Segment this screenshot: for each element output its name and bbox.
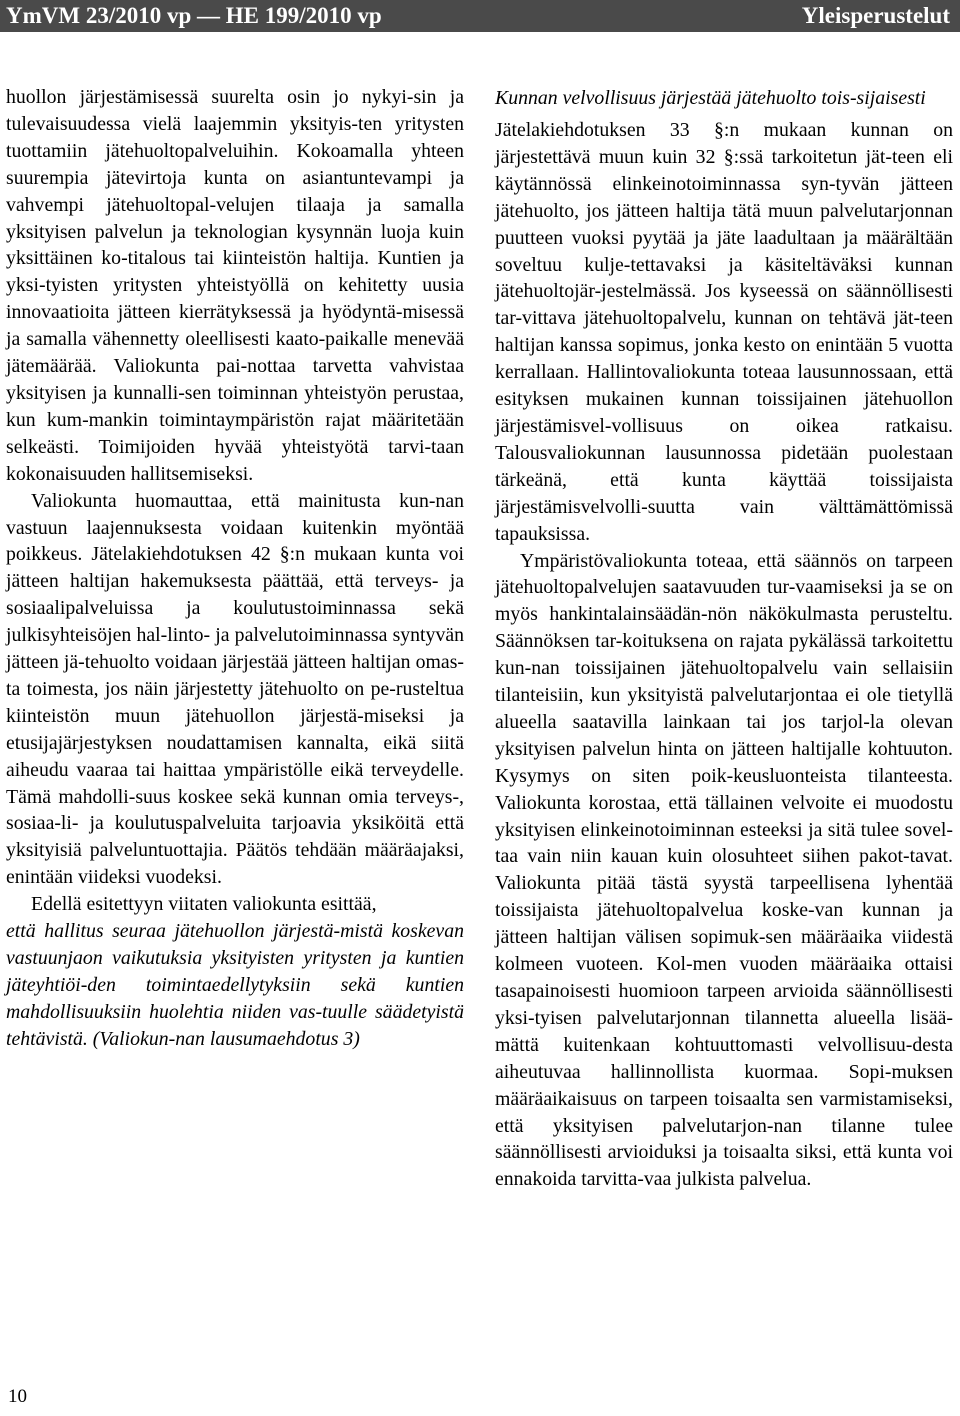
section-title: Yleisperustelut bbox=[801, 3, 950, 28]
paragraph: Jätelakiehdotuksen 33 §:n mukaan kunnan on järjestettävä muun kuin 32 §:ssä tarkoitetun jät-teen eli käytännössä elinkeinotoiminnassa syn-tyvän jätteen jätehuolto, jos jätteen haltija tätä muun palvelutarjonnan puutteen vuoksi pyytää ja jäte laadultaan ja määrältään soveltuu kulje-tettavaksi ja käsiteltäväksi kunnan jätehuoltojär-jestelmässä. Jos kyseessä on säännöllisesti tar-vittava jätehuoltopalvelu, kunnan on tehtävä jät-teen haltijan kanssa sopimus, jonka kesto on enintään 5 vuotta kerrallaan. Hallintovaliokunta toteaa lausunnossaan, että esityksen mukainen kunnan toissijainen jätehuollon järjestämisvel-vollisuus on oikea ratkaisu. Talousvaliokunnan lausunnossa pidetään puolestaan tärkeänä, että kunta käyttää toissijaista järjestämisvelvolli-suutta vain välttämättömissä tapauksissa. bbox=[495, 119, 953, 545]
right-column bbox=[495, 85, 953, 1193]
page-header bbox=[0, 0, 960, 32]
section-heading: Kunnan velvollisuus järjestää jätehuolto tois-sijaisesti bbox=[495, 87, 926, 109]
paragraph: huollon järjestämisessä suurelta osin jo nykyi-sin ja tulevaisuudessa vielä laajemmin yksityis-ten yritysten tuottamiin jätehuoltopalveluihin. Kokoamalla yhteen suurempia jätevirtoja kunta on asiantuntevampi ja vahvempi jätehuoltopal-velujen tilaaja ja samalla yksityisen palvelun ja teknologian kysynnän luoja kuin yksittäinen ko-titalous tai kiinteistön haltija. Kuntien ja yksi-tyisten yritysten yhteistyöllä on kehitetty uusia innovaatioita jätteen kierrätyksessä ja hyödyntä-misessä ja samalla vähennetty oleellisesti kaato-paikalle menevää jätemäärää. Valiokunta pai-nottaa tarvetta vahvistaa yksityisen ja kunnalli-sen toiminnan yhteistyön perustaa, kun kum-mankin toimintaympäristön rajat määritetään selkeästi. Toimijoiden hyvää yhteistyötä tarvi-taan kokonaisuuden hallitsemiseksi. bbox=[6, 86, 464, 485]
page-number: 10 bbox=[8, 1386, 27, 1407]
statement-proposal: että hallitus seuraa jätehuollon järjestä-mistä koskevan vastuunjaon vaikutuksia yksityisten yritysten ja kuntien jäteyhtiöi-den toimintaedellytyksiin sekä kuntien mahdollisuuksiin huolehtia niiden vas-tuulle säädetyistä tehtävistä. (Valiokun-nan lausumaehdotus 3) bbox=[6, 920, 464, 1050]
document-reference: YmVM 23/2010 vp — HE 199/2010 vp bbox=[6, 3, 382, 28]
paragraph: Edellä esitettyyn viitaten valiokunta esittää, bbox=[31, 893, 377, 916]
paragraph: Valiokunta huomauttaa, että mainitusta kun-nan vastuun laajennuksesta voidaan kuitenkin myöntää poikkeus. Jätelakiehdotuksen 42 §:n mukaan kunta voi jätteen haltijan hakemuksesta päättää, että terveys- ja sosiaalipalveluissa ja koulutustoiminnassa sekä julkisyhteisöjen hal-linto- ja palvelutoiminnassa syntyvän jätteen jä-tehuolto voidaan järjestää jätteen haltijan omas-ta toimesta, jos näin järjestetty jätehuolto on pe-rusteltua kiinteistön muun jätehuollon järjestä-miseksi ja etusijajärjestyksen noudattamisen kannalta, eikä siitä aiheudu vaaraa tai haittaa ympäristölle eikä terveydelle. Tämä mahdolli-suus koskee sekä kunnan omia terveys-, sosiaa-li- ja koulutuspalveluita tarjoavia yksiköitä että yksityisiä palveluntuottajia. Päätös tehdään määräajaksi, enintään viideksi vuodeksi. bbox=[6, 489, 464, 889]
left-column bbox=[6, 84, 464, 1053]
paragraph: Ympäristövaliokunta toteaa, että säännös on tarpeen jätehuoltopalvelujen saatavuuden tur-vaamiseksi ja se on myös hankintalainsäädän-nön näkökulmasta perusteltu. Säännöksen tar-koituksena on rajata pykälässä tarkoitettu kun-nan toissijainen jätehuoltopalvelu vain sellaisiin tilanteisiin, kun yksityistä palvelutarjontaa ei ole tietyllä alueella saatavilla lainkaan tai jos tarjol-la olevan yksityisen palvelun hinta on jätteen haltijalle kohtuuton. Kysymys on siten poik-keusluonteista tilanteesta. Valiokunta korostaa, että tällainen velvoite ei muodostu yksityisen elinkeinotoiminnan esteeksi ja sitä tulee sovel-taa vain niin kauan kuin olosuhteet siihen pakot-tavat. Valiokunta pitää tästä syystä tarpeellisena lyhentää toissijaista jätehuoltopalvelua koske-van kunnan ja jätteen haltijan välisen sopimuk-sen määräaika viidestä kolmeen vuoteen. Kol-men vuoden määräaika ottaisi tasapainoisesti huomioon tarpeen arvioida säännöllisesti yksi-tyisen palvelutarjonnan tilannetta alueella lisää-mättä kuitenkaan kohtuuttomasti velvollisuu-desta aiheutuvaa hallinnollista kuormaa. Sopi-muksen määräaikaisuus on tarpeen toisaalta sen varmistamiseksi, että yksityisen palvelutarjon-nan tilanne tulee säännöllisesti arvioiduksi ja toisaalta siksi, että kunta voi ennakoida tarvitta-vaa julkista palvelua. bbox=[495, 549, 953, 1191]
